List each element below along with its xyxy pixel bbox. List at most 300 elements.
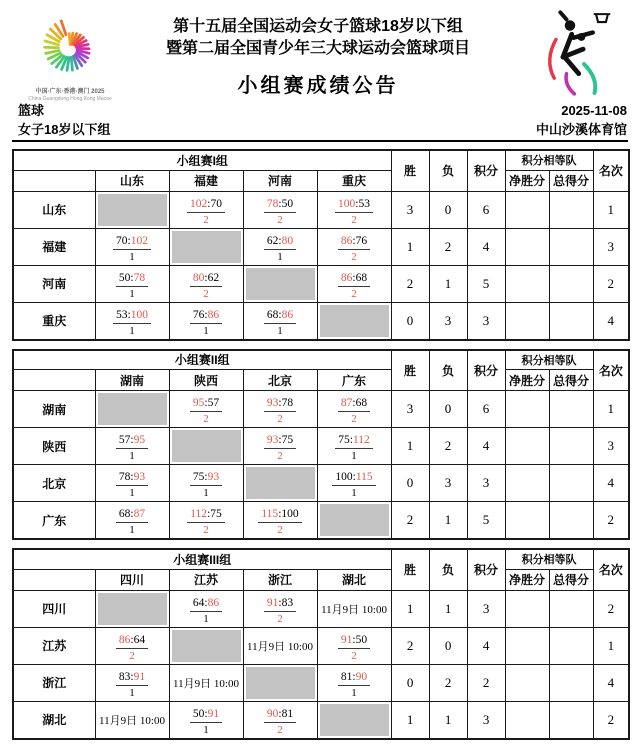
match-points-earned: 2 — [96, 650, 169, 662]
match-score: 86:76 — [338, 235, 370, 250]
col-header-win: 胜 — [391, 350, 429, 391]
score-right: 100 — [131, 309, 148, 321]
rank-value: 1 — [593, 191, 629, 228]
score-left: 50 — [193, 708, 205, 720]
match-score: 93:75 — [264, 434, 296, 449]
table-row — [13, 590, 629, 627]
basketball-pictogram-icon — [526, 8, 628, 100]
score-right: 76 — [356, 235, 368, 247]
match-score: 50:78 — [116, 272, 148, 287]
total-points-value — [549, 428, 593, 465]
scheduled-match-cell — [317, 590, 391, 627]
row-team-name: 河南 — [13, 265, 95, 302]
wins-value: 3 — [391, 191, 429, 228]
score-right: 70 — [210, 198, 222, 210]
match-score-cell — [95, 228, 169, 265]
col-header-team: 福建 — [169, 170, 243, 191]
losses-value: 0 — [429, 627, 467, 664]
row-team-name: 重庆 — [13, 302, 95, 340]
score-right: 75 — [210, 508, 222, 520]
self-match-cell — [95, 590, 169, 627]
match-points-earned: 2 — [318, 413, 391, 425]
self-match-cell — [317, 302, 391, 340]
match-points-earned: 2 — [244, 524, 317, 536]
meta-block — [18, 101, 627, 139]
score-right: 75 — [282, 434, 294, 446]
point-diff-value — [505, 701, 549, 739]
corner-cell — [13, 569, 95, 590]
wins-value: 1 — [391, 428, 429, 465]
point-diff-value — [505, 465, 549, 502]
match-points-earned: 2 — [170, 214, 243, 226]
diagonal-fill — [172, 630, 241, 662]
score-right: 83 — [282, 597, 294, 609]
match-points-earned: 1 — [170, 724, 243, 736]
col-header-total-points: 总得分 — [549, 569, 593, 590]
col-header-tiebreak-group: 积分相等队 — [505, 150, 593, 170]
diagonal-fill — [246, 467, 315, 499]
match-score: 90:81 — [264, 708, 296, 723]
table-row — [13, 465, 629, 502]
wins-value: 0 — [391, 465, 429, 502]
score-right: 78 — [134, 272, 146, 284]
wins-value: 1 — [391, 701, 429, 739]
table-row — [13, 502, 629, 540]
points-value: 4 — [467, 428, 505, 465]
group-label: 小组赛III组 — [13, 549, 391, 569]
score-left: 53 — [116, 309, 128, 321]
self-match-cell — [317, 502, 391, 540]
row-team-name: 江苏 — [13, 627, 95, 664]
score-left: 75 — [193, 471, 205, 483]
col-header-team: 重庆 — [317, 170, 391, 191]
score-left: 83 — [119, 671, 131, 683]
col-header-rank: 名次 — [593, 150, 629, 191]
match-points-earned: 2 — [318, 650, 391, 662]
match-score: 100:53 — [335, 198, 373, 213]
wins-value: 1 — [391, 590, 429, 627]
match-points-earned: 1 — [96, 251, 169, 263]
match-score-cell — [243, 391, 317, 428]
title-line-2: 暨第二届全国青少年三大球运动会篮球项目 — [118, 38, 518, 60]
match-score-cell — [317, 265, 391, 302]
score-right: 80 — [282, 235, 294, 247]
row-team-name: 浙江 — [13, 664, 95, 701]
wins-value: 0 — [391, 664, 429, 701]
score-right: 102 — [131, 235, 148, 247]
row-team-name: 湖北 — [13, 701, 95, 739]
diagonal-fill — [98, 393, 167, 425]
score-left: 115 — [261, 508, 278, 520]
col-header-point-diff: 净胜分 — [505, 370, 549, 391]
self-match-cell — [169, 627, 243, 664]
score-right: 91 — [208, 708, 220, 720]
match-score-cell — [317, 391, 391, 428]
row-team-name: 山东 — [13, 191, 95, 228]
total-points-value — [549, 228, 593, 265]
col-header-loss: 负 — [429, 549, 467, 590]
match-score: 83:91 — [116, 671, 148, 686]
col-header-rank: 名次 — [593, 350, 629, 391]
score-left: 93 — [267, 434, 279, 446]
score-right: 53 — [358, 198, 370, 210]
emblem-petal — [71, 57, 72, 70]
rank-value: 3 — [593, 228, 629, 265]
score-left: 112 — [190, 508, 207, 520]
match-score-cell — [317, 465, 391, 502]
match-points-earned: 1 — [96, 524, 169, 536]
match-score: 62:80 — [264, 235, 296, 250]
scheduled-time: 11月9日 10:00 — [173, 678, 239, 690]
row-team-name: 北京 — [13, 465, 95, 502]
match-score: 80:62 — [190, 272, 222, 287]
score-right: 87 — [134, 508, 146, 520]
match-score: 115:100 — [258, 508, 301, 523]
wins-value: 2 — [391, 502, 429, 540]
losses-value: 3 — [429, 302, 467, 340]
match-points-earned: 1 — [170, 325, 243, 337]
col-header-points: 积分 — [467, 350, 505, 391]
score-left: 68 — [119, 508, 131, 520]
point-diff-value — [505, 428, 549, 465]
self-match-cell — [95, 391, 169, 428]
rank-value: 2 — [593, 701, 629, 739]
col-header-total-points: 总得分 — [549, 170, 593, 191]
total-points-value — [549, 391, 593, 428]
scheduled-time: 11月9日 10:00 — [247, 641, 313, 653]
match-points-earned: 2 — [170, 288, 243, 300]
document-titles — [118, 16, 518, 98]
match-score: 86:64 — [116, 634, 148, 649]
match-points-earned: 1 — [170, 487, 243, 499]
points-value: 4 — [467, 627, 505, 664]
score-left: 81 — [341, 671, 353, 683]
losses-value: 1 — [429, 701, 467, 739]
match-score-cell — [95, 664, 169, 701]
wins-value: 2 — [391, 627, 429, 664]
col-header-point-diff: 净胜分 — [505, 569, 549, 590]
point-diff-value — [505, 191, 549, 228]
match-score-cell — [317, 191, 391, 228]
col-header-loss: 负 — [429, 150, 467, 191]
score-left: 57 — [119, 434, 131, 446]
group-table-3 — [12, 548, 630, 740]
match-score: 87:68 — [338, 397, 370, 412]
col-header-team: 北京 — [243, 370, 317, 391]
score-right: 86 — [208, 597, 220, 609]
col-header-total-points: 总得分 — [549, 370, 593, 391]
points-value: 3 — [467, 590, 505, 627]
match-score: 93:78 — [264, 397, 296, 412]
match-score: 95:57 — [190, 397, 222, 412]
col-header-team: 河南 — [243, 170, 317, 191]
match-score: 68:87 — [116, 508, 148, 523]
score-left: 100 — [338, 198, 355, 210]
match-points-earned: 2 — [244, 413, 317, 425]
score-left: 91 — [341, 634, 353, 646]
col-header-point-diff: 净胜分 — [505, 170, 549, 191]
col-header-rank: 名次 — [593, 549, 629, 590]
wins-value: 2 — [391, 265, 429, 302]
self-match-cell — [243, 265, 317, 302]
match-score: 91:50 — [338, 634, 370, 649]
points-value: 6 — [467, 391, 505, 428]
match-score-cell — [169, 265, 243, 302]
total-points-value — [549, 502, 593, 540]
col-header-team: 湖北 — [317, 569, 391, 590]
match-points-earned: 2 — [170, 413, 243, 425]
total-points-value — [549, 265, 593, 302]
row-team-name: 陕西 — [13, 428, 95, 465]
scheduled-match-cell — [95, 701, 169, 739]
match-score-cell — [169, 701, 243, 739]
match-score: 53:100 — [113, 309, 151, 324]
scheduled-match-cell — [243, 627, 317, 664]
col-header-team: 江苏 — [169, 569, 243, 590]
diagonal-fill — [98, 194, 167, 226]
score-left: 100 — [335, 471, 352, 483]
match-score: 102:70 — [187, 198, 225, 213]
score-left: 78 — [119, 471, 131, 483]
total-points-value — [549, 664, 593, 701]
date-label: 2025-11-08 — [561, 101, 627, 120]
score-left: 75 — [338, 434, 350, 446]
points-value: 4 — [467, 228, 505, 265]
match-score: 64:86 — [190, 597, 222, 612]
match-points-earned: 1 — [96, 450, 169, 462]
point-diff-value — [505, 627, 549, 664]
match-score-cell — [243, 228, 317, 265]
row-team-name: 四川 — [13, 590, 95, 627]
score-right: 78 — [282, 397, 294, 409]
score-left: 86 — [119, 634, 131, 646]
sport-label: 篮球 — [18, 101, 44, 120]
table-row — [13, 191, 629, 228]
rank-value: 4 — [593, 465, 629, 502]
match-points-earned: 1 — [244, 325, 317, 337]
row-team-name: 湖南 — [13, 391, 95, 428]
emblem-caption-line1: 中国·广东·香港·澳门 2025 — [18, 89, 122, 96]
table-row — [13, 664, 629, 701]
losses-value: 1 — [429, 502, 467, 540]
match-points-earned: 2 — [318, 214, 391, 226]
points-value: 3 — [467, 701, 505, 739]
score-left: 68 — [267, 309, 279, 321]
score-right: 100 — [281, 508, 298, 520]
points-value: 5 — [467, 502, 505, 540]
games-emblem-icon — [23, 10, 118, 88]
match-score-cell — [169, 590, 243, 627]
tables-region — [12, 149, 628, 748]
points-value: 3 — [467, 465, 505, 502]
table-row — [13, 302, 629, 340]
match-score-cell — [317, 627, 391, 664]
table-row — [13, 228, 629, 265]
col-header-win: 胜 — [391, 150, 429, 191]
table-row — [13, 265, 629, 302]
match-score-cell — [95, 428, 169, 465]
table-row — [13, 391, 629, 428]
match-score-cell — [169, 391, 243, 428]
score-right: 91 — [134, 671, 146, 683]
match-score: 75:112 — [335, 434, 373, 449]
match-points-earned: 2 — [318, 288, 391, 300]
score-right: 81 — [282, 708, 294, 720]
score-right: 68 — [356, 272, 368, 284]
points-value: 6 — [467, 191, 505, 228]
scheduled-time: 11月9日 10:00 — [99, 715, 165, 727]
wins-value: 1 — [391, 228, 429, 265]
diagonal-fill — [320, 305, 389, 337]
title-line-1: 第十五届全国运动会女子篮球18岁以下组 — [118, 16, 518, 38]
losses-value: 1 — [429, 590, 467, 627]
match-score: 70:102 — [113, 235, 151, 250]
match-points-earned: 2 — [244, 450, 317, 462]
diagonal-fill — [246, 667, 315, 699]
diagonal-fill — [246, 268, 315, 300]
points-value: 2 — [467, 664, 505, 701]
match-points-earned: 1 — [170, 613, 243, 625]
match-score: 86:68 — [338, 272, 370, 287]
score-right: 93 — [134, 471, 146, 483]
match-points-earned: 1 — [96, 687, 169, 699]
col-header-win: 胜 — [391, 549, 429, 590]
col-header-team: 山东 — [95, 170, 169, 191]
col-header-loss: 负 — [429, 350, 467, 391]
losses-value: 1 — [429, 265, 467, 302]
match-score: 75:93 — [190, 471, 222, 486]
match-score-cell — [169, 465, 243, 502]
match-points-earned: 2 — [244, 724, 317, 736]
rank-value: 2 — [593, 502, 629, 540]
wins-value: 0 — [391, 302, 429, 340]
venue-label: 中山沙溪体育馆 — [536, 120, 627, 139]
score-left: 50 — [119, 272, 131, 284]
diagonal-fill — [98, 593, 167, 625]
self-match-cell — [95, 191, 169, 228]
match-score: 68:86 — [264, 309, 296, 324]
score-left: 86 — [341, 272, 353, 284]
score-right: 50 — [282, 198, 294, 210]
match-score: 50:91 — [190, 708, 222, 723]
total-points-value — [549, 191, 593, 228]
score-left: 93 — [267, 397, 279, 409]
point-diff-value — [505, 391, 549, 428]
losses-value: 3 — [429, 465, 467, 502]
self-match-cell — [243, 465, 317, 502]
scheduled-match-cell — [169, 664, 243, 701]
self-match-cell — [169, 428, 243, 465]
col-header-points: 积分 — [467, 549, 505, 590]
point-diff-value — [505, 664, 549, 701]
match-score-cell — [317, 228, 391, 265]
score-right: 86 — [282, 309, 294, 321]
match-points-earned: 1 — [318, 450, 391, 462]
match-score-cell — [243, 701, 317, 739]
col-header-team: 浙江 — [243, 569, 317, 590]
score-right: 112 — [353, 434, 370, 446]
losses-value: 2 — [429, 664, 467, 701]
corner-cell — [13, 370, 95, 391]
total-points-value — [549, 701, 593, 739]
diagonal-fill — [172, 231, 241, 263]
scheduled-time: 11月9日 10:00 — [321, 604, 387, 616]
score-left: 62 — [267, 235, 279, 247]
col-header-team: 湖南 — [95, 370, 169, 391]
group-label: 小组赛II组 — [13, 350, 391, 370]
score-left: 91 — [267, 597, 279, 609]
group-label: 小组赛I组 — [13, 150, 391, 170]
wins-value: 3 — [391, 391, 429, 428]
match-score-cell — [95, 265, 169, 302]
rank-value: 2 — [593, 590, 629, 627]
losses-value: 2 — [429, 228, 467, 265]
col-header-tiebreak-group: 积分相等队 — [505, 350, 593, 370]
points-value: 5 — [467, 265, 505, 302]
corner-cell — [13, 170, 95, 191]
table-row — [13, 627, 629, 664]
self-match-cell — [169, 228, 243, 265]
match-score: 78:93 — [116, 471, 148, 486]
match-score: 78:50 — [264, 198, 296, 213]
score-right: 93 — [208, 471, 220, 483]
rank-value: 1 — [593, 627, 629, 664]
rank-value: 3 — [593, 428, 629, 465]
match-score-cell — [317, 428, 391, 465]
match-score-cell — [95, 627, 169, 664]
emblem-petal — [45, 51, 58, 54]
col-header-tiebreak-group: 积分相等队 — [505, 549, 593, 569]
losses-value: 0 — [429, 191, 467, 228]
losses-value: 2 — [429, 428, 467, 465]
score-left: 64 — [193, 597, 205, 609]
score-right: 64 — [134, 634, 146, 646]
point-diff-value — [505, 502, 549, 540]
self-match-cell — [243, 664, 317, 701]
row-team-name: 福建 — [13, 228, 95, 265]
table-row — [13, 701, 629, 739]
row-team-name: 广东 — [13, 502, 95, 540]
total-points-value — [549, 627, 593, 664]
match-score-cell — [95, 502, 169, 540]
col-header-team: 四川 — [95, 569, 169, 590]
col-header-team: 陕西 — [169, 370, 243, 391]
score-right: 95 — [134, 434, 146, 446]
score-right: 90 — [356, 671, 368, 683]
match-score-cell — [95, 302, 169, 340]
match-points-earned: 2 — [244, 214, 317, 226]
score-right: 86 — [208, 309, 220, 321]
point-diff-value — [505, 228, 549, 265]
rank-value: 2 — [593, 265, 629, 302]
match-score-cell — [95, 465, 169, 502]
match-points-earned: 2 — [170, 524, 243, 536]
self-match-cell — [317, 701, 391, 739]
match-points-earned: 2 — [318, 251, 391, 263]
match-points-earned: 1 — [318, 487, 391, 499]
match-score: 91:83 — [264, 597, 296, 612]
games-emblem — [18, 10, 122, 102]
match-score: 57:95 — [116, 434, 148, 449]
match-score: 112:75 — [187, 508, 225, 523]
emblem-caption-line2: China Guangdong Hong Kong Macao — [18, 96, 122, 102]
score-right: 62 — [208, 272, 220, 284]
rank-value: 4 — [593, 302, 629, 340]
emblem-petal — [67, 58, 69, 71]
match-score: 76:86 — [190, 309, 222, 324]
score-left: 90 — [267, 708, 279, 720]
match-score-cell — [243, 590, 317, 627]
